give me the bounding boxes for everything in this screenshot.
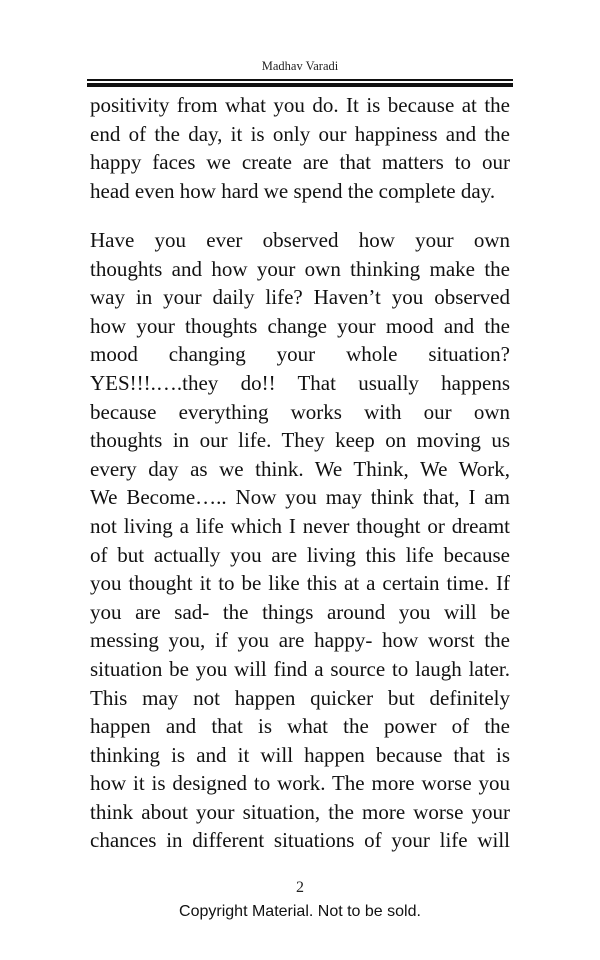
text-line <box>90 120 510 149</box>
header-rule-thin <box>87 79 513 81</box>
text-line <box>90 283 510 312</box>
text-line <box>90 340 510 369</box>
text-line-content: end of the day, it is only our happiness and the <box>90 121 510 146</box>
text-line-content: mood changing your whole situation? <box>90 342 510 367</box>
page-number: 2 <box>296 879 304 896</box>
text-line-content: thoughts in our life. They keep on moving us <box>90 428 510 453</box>
text-line-content: chances in different situations of your life will <box>90 828 510 853</box>
text-line-content: messing you, if you are happy- how worst the <box>90 628 510 653</box>
text-line-content: YES!!!.….they do!! That usually happens <box>90 370 510 395</box>
text-line <box>90 684 510 713</box>
text-line <box>90 769 510 798</box>
text-line-content: you thought it to be like this at a certain time. If <box>90 571 510 596</box>
text-line <box>90 569 510 598</box>
text-line-content: thinking is and it will happen because that is <box>90 742 510 767</box>
text-line-content: think about your situation, the more worse your <box>90 799 510 824</box>
text-line-content: This may not happen quicker but definitely <box>90 685 510 710</box>
text-line-content: happen and that is what the power of the <box>90 714 510 739</box>
text-line <box>90 598 510 627</box>
text-line <box>90 426 510 455</box>
text-line <box>90 455 510 484</box>
text-line-content: how it is designed to work. The more worse you <box>90 771 510 796</box>
text-line <box>90 398 510 427</box>
text-line <box>90 483 510 512</box>
text-line-content: positivity from what you do. It is because at the <box>90 93 510 117</box>
text-line-content: every day as we think. We Think, We Work, <box>90 456 510 481</box>
text-line-content: of but actually you are living this life because <box>90 542 510 567</box>
text-line <box>90 177 510 206</box>
text-line <box>90 626 510 655</box>
text-line <box>90 226 510 255</box>
text-line-content: situation be you will find a source to laugh later. <box>90 656 510 681</box>
text-line <box>90 512 510 541</box>
paragraph-2 <box>90 226 510 855</box>
text-line-content: Have you ever observed how your own <box>90 228 510 252</box>
text-line-content: We Become….. Now you may think that, I am <box>90 485 510 510</box>
text-line <box>90 712 510 741</box>
text-line <box>90 255 510 284</box>
text-line <box>90 312 510 341</box>
text-line-content: how your thoughts change your mood and the <box>90 313 510 338</box>
text-line <box>90 655 510 684</box>
text-line-content: way in your daily life? Haven’t you observed <box>90 285 510 310</box>
text-line-content: because everything works with our own <box>90 399 510 424</box>
text-line-content: not living a life which I never thought or dreamt <box>90 513 510 538</box>
header-rule-thick <box>87 83 513 87</box>
paragraph-1 <box>90 91 510 205</box>
text-line <box>90 91 510 120</box>
text-line-content: head even how hard we spend the complete day. <box>90 178 496 203</box>
running-header-author: Madhav Varadi <box>261 59 339 73</box>
text-line <box>90 826 510 855</box>
text-line <box>90 369 510 398</box>
text-line-content: thoughts and how your own thinking make the <box>90 256 510 281</box>
text-line <box>90 741 510 770</box>
copyright-notice: Copyright Material. Not to be sold. <box>179 903 421 920</box>
text-line <box>90 798 510 827</box>
text-line <box>90 541 510 570</box>
text-line-content: you are sad- the things around you will be <box>90 599 510 624</box>
text-line <box>90 148 510 177</box>
text-line-content: happy faces we create are that matters to our <box>90 150 510 175</box>
